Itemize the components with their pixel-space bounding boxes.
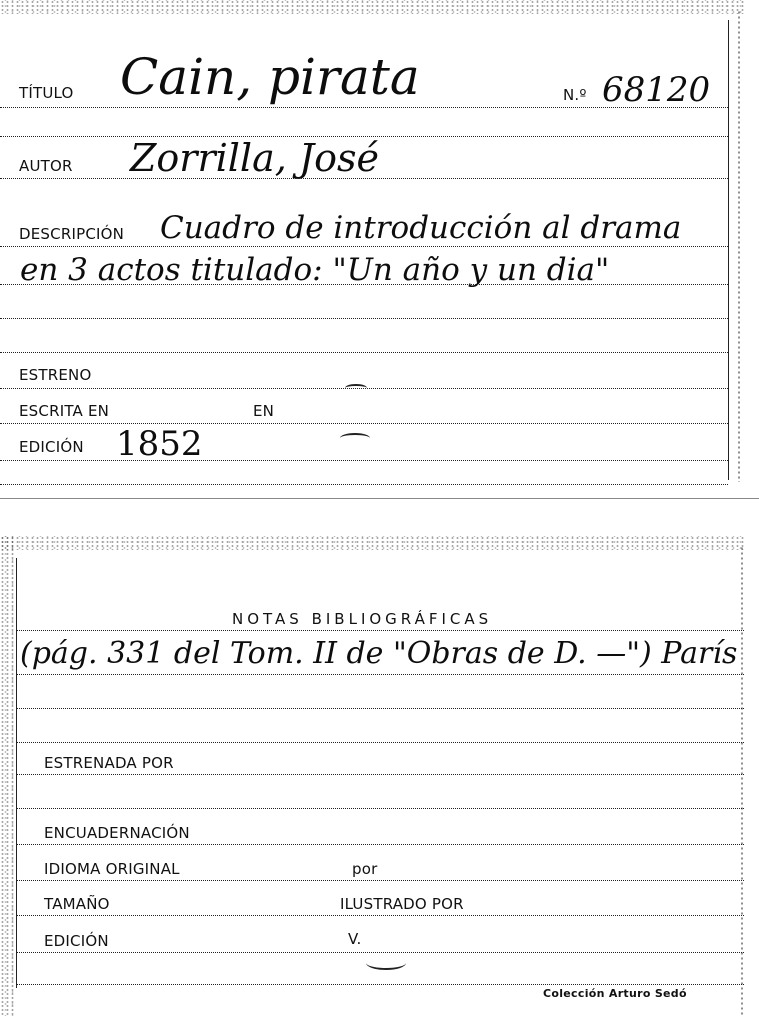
titulo-label: TÍTULO bbox=[19, 84, 74, 102]
estrenada-por-label: ESTRENADA POR bbox=[44, 754, 174, 772]
bottom-back-rule bbox=[16, 984, 744, 985]
titulo-rule bbox=[0, 107, 728, 108]
escrita-en-label: ESCRITA EN bbox=[19, 402, 110, 420]
titulo-value: Cain, pirata bbox=[120, 48, 420, 106]
descripcion-label: DESCRIPCIÓN bbox=[19, 225, 125, 243]
edicion-value: 1852 bbox=[116, 424, 203, 464]
card-right-border bbox=[728, 20, 729, 480]
tamano-label: TAMAÑO bbox=[44, 895, 110, 913]
tamano-rule bbox=[16, 915, 744, 916]
card-top-edge bbox=[0, 0, 745, 14]
ink-mark bbox=[345, 384, 367, 392]
encuadernacion-rule bbox=[16, 844, 744, 845]
autor-rule bbox=[0, 178, 728, 179]
card-left-edge bbox=[0, 536, 14, 1016]
ilustrado-por-label: ILUSTRADO POR bbox=[340, 895, 464, 913]
notas-rule-1 bbox=[16, 674, 744, 675]
descripcion-line2: en 3 actos titulado: "Un año y un dia" bbox=[20, 252, 610, 288]
idioma-rule bbox=[16, 880, 744, 881]
coleccion-label: Colección Arturo Sedó bbox=[543, 987, 687, 1000]
descripcion-rule-4 bbox=[0, 352, 728, 353]
numero-value: 68120 bbox=[602, 70, 711, 110]
notas-line1: (pág. 331 del Tom. II de "Obras de D. —") París bbox=[20, 636, 738, 671]
notas-title: NOTAS BIBLIOGRÁFICAS bbox=[232, 610, 493, 628]
numero-label: N.º bbox=[563, 86, 587, 104]
edicion-label: EDICIÓN bbox=[19, 438, 84, 456]
card-left-border bbox=[16, 558, 17, 988]
idioma-original-label: IDIOMA ORIGINAL bbox=[44, 860, 180, 878]
estrenada-rule bbox=[16, 774, 744, 775]
notas-rule-3 bbox=[16, 742, 744, 743]
encuadernacion-label: ENCUADERNACIÓN bbox=[44, 824, 190, 842]
descripcion-rule-3 bbox=[0, 318, 728, 319]
notas-rule-2 bbox=[16, 708, 744, 709]
edicion-rule bbox=[0, 460, 728, 461]
en-label: EN bbox=[253, 402, 275, 420]
descripcion-rule-1 bbox=[0, 246, 728, 247]
ink-mark bbox=[340, 433, 370, 443]
catalog-card-front bbox=[0, 0, 745, 492]
autor-value: Zorrilla, José bbox=[130, 136, 379, 180]
ink-mark bbox=[366, 956, 406, 970]
bottom-rule bbox=[0, 484, 728, 485]
por-label: por bbox=[352, 860, 378, 878]
rule-blank bbox=[16, 808, 744, 809]
card-separator bbox=[0, 498, 759, 499]
card-top-edge bbox=[0, 536, 745, 550]
card-right-edge bbox=[737, 10, 741, 482]
descripcion-line1: Cuadro de introducción al drama bbox=[160, 210, 682, 246]
edicion-back-label: EDICIÓN bbox=[44, 932, 109, 950]
card-right-edge bbox=[740, 546, 744, 1016]
edicion-back-rule bbox=[16, 952, 744, 953]
autor-label: AUTOR bbox=[19, 157, 73, 175]
estreno-label: ESTRENO bbox=[19, 366, 92, 384]
descripcion-rule-2 bbox=[0, 284, 728, 285]
notas-rule-0 bbox=[16, 630, 744, 631]
catalog-card-back bbox=[0, 536, 745, 1026]
v-label: V. bbox=[348, 930, 362, 948]
escrita-rule bbox=[0, 423, 728, 424]
